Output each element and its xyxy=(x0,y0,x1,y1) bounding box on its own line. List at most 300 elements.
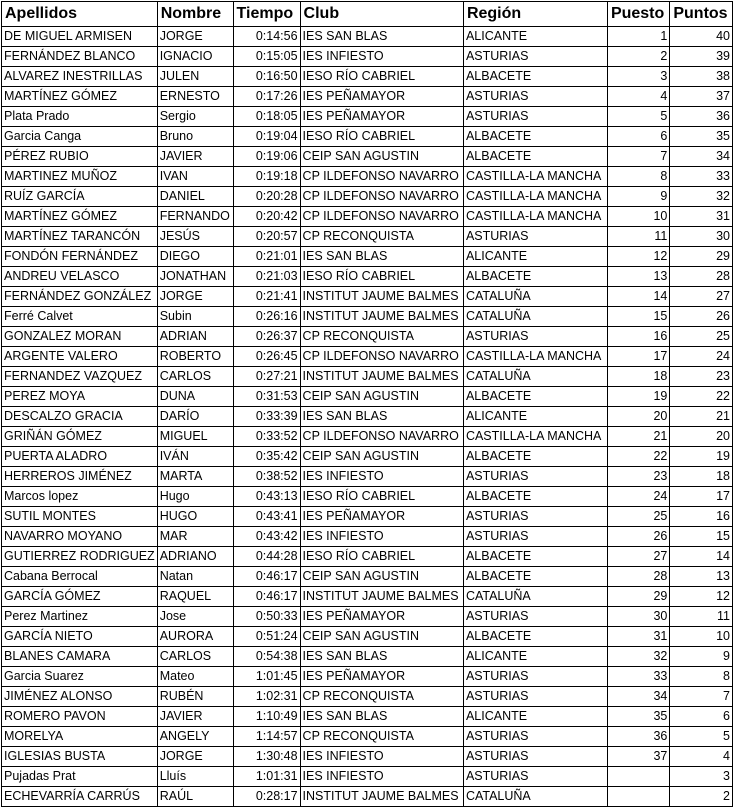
cell-apellidos: Pujadas Prat xyxy=(2,767,158,787)
cell-club: IES INFIESTO xyxy=(300,47,463,67)
cell-puesto: 15 xyxy=(607,307,669,327)
cell-nombre: ERNESTO xyxy=(157,87,233,107)
cell-puesto: 8 xyxy=(607,167,669,187)
cell-tiempo: 0:19:04 xyxy=(233,127,300,147)
table-row xyxy=(2,287,733,307)
table-row xyxy=(2,727,733,747)
cell-nombre: Mateo xyxy=(157,667,233,687)
cell-apellidos: GUTIERREZ RODRIGUEZ xyxy=(2,547,158,567)
cell-apellidos: DESCALZO GRACIA xyxy=(2,407,158,427)
cell-nombre: RAQUEL xyxy=(157,587,233,607)
cell-nombre: Natan xyxy=(157,567,233,587)
cell-nombre: Sergio xyxy=(157,107,233,127)
cell-club: IESO RÍO CABRIEL xyxy=(300,127,463,147)
cell-nombre: IVÁN xyxy=(157,447,233,467)
table-row xyxy=(2,327,733,347)
cell-region: CASTILLA-LA MANCHA xyxy=(463,207,607,227)
cell-club: IESO RÍO CABRIEL xyxy=(300,67,463,87)
table-row xyxy=(2,127,733,147)
cell-apellidos: ANDREU VELASCO xyxy=(2,267,158,287)
cell-puntos: 6 xyxy=(670,707,733,727)
cell-nombre: JAVIER xyxy=(157,147,233,167)
cell-puesto: 25 xyxy=(607,507,669,527)
cell-nombre: IGNACIO xyxy=(157,47,233,67)
cell-puntos: 15 xyxy=(670,527,733,547)
cell-puntos: 13 xyxy=(670,567,733,587)
cell-tiempo: 0:28:17 xyxy=(233,787,300,807)
table-row xyxy=(2,607,733,627)
cell-club: IES PEÑAMAYOR xyxy=(300,87,463,107)
header-apellidos: Apellidos xyxy=(2,2,158,27)
cell-tiempo: 0:19:18 xyxy=(233,167,300,187)
cell-region: CATALUÑA xyxy=(463,787,607,807)
cell-apellidos: Garcia Canga xyxy=(2,127,158,147)
cell-club: CEIP SAN AGUSTIN xyxy=(300,147,463,167)
cell-nombre: DARÍO xyxy=(157,407,233,427)
cell-nombre: ANGELY xyxy=(157,727,233,747)
cell-tiempo: 0:35:42 xyxy=(233,447,300,467)
cell-puesto: 16 xyxy=(607,327,669,347)
table-row xyxy=(2,107,733,127)
cell-club: INSTITUT JAUME BALMES xyxy=(300,787,463,807)
cell-region: ALICANTE xyxy=(463,647,607,667)
cell-region: ALBACETE xyxy=(463,147,607,167)
table-row xyxy=(2,167,733,187)
cell-club: CP ILDEFONSO NAVARRO xyxy=(300,187,463,207)
cell-region: ALBACETE xyxy=(463,627,607,647)
cell-puesto: 23 xyxy=(607,467,669,487)
cell-region: CASTILLA-LA MANCHA xyxy=(463,187,607,207)
cell-tiempo: 0:20:57 xyxy=(233,227,300,247)
cell-puesto: 2 xyxy=(607,47,669,67)
cell-tiempo: 0:43:42 xyxy=(233,527,300,547)
cell-nombre: AURORA xyxy=(157,627,233,647)
cell-tiempo: 0:20:42 xyxy=(233,207,300,227)
cell-club: IES INFIESTO xyxy=(300,747,463,767)
table-row xyxy=(2,627,733,647)
cell-puesto xyxy=(607,767,669,787)
cell-puntos: 11 xyxy=(670,607,733,627)
cell-puntos: 20 xyxy=(670,427,733,447)
cell-region: ASTURIAS xyxy=(463,327,607,347)
cell-nombre: JORGE xyxy=(157,27,233,47)
cell-club: INSTITUT JAUME BALMES xyxy=(300,307,463,327)
cell-apellidos: MARTINEZ MUÑOZ xyxy=(2,167,158,187)
table-row xyxy=(2,187,733,207)
cell-region: ASTURIAS xyxy=(463,687,607,707)
cell-club: CP ILDEFONSO NAVARRO xyxy=(300,167,463,187)
table-row xyxy=(2,307,733,327)
table-row xyxy=(2,207,733,227)
cell-apellidos: BLANES CAMARA xyxy=(2,647,158,667)
cell-apellidos: IGLESIAS BUSTA xyxy=(2,747,158,767)
table-row xyxy=(2,387,733,407)
cell-puesto: 31 xyxy=(607,627,669,647)
cell-puesto: 13 xyxy=(607,267,669,287)
table-row xyxy=(2,647,733,667)
cell-tiempo: 0:50:33 xyxy=(233,607,300,627)
cell-region: ASTURIAS xyxy=(463,727,607,747)
cell-nombre: ADRIANO xyxy=(157,547,233,567)
cell-tiempo: 0:14:56 xyxy=(233,27,300,47)
cell-puntos: 22 xyxy=(670,387,733,407)
cell-apellidos: FERNÁNDEZ BLANCO xyxy=(2,47,158,67)
cell-club: CP ILDEFONSO NAVARRO xyxy=(300,427,463,447)
cell-puesto: 1 xyxy=(607,27,669,47)
cell-tiempo: 0:43:13 xyxy=(233,487,300,507)
cell-region: ALICANTE xyxy=(463,27,607,47)
cell-puesto: 14 xyxy=(607,287,669,307)
cell-apellidos: HERREROS JIMÉNEZ xyxy=(2,467,158,487)
cell-region: CASTILLA-LA MANCHA xyxy=(463,167,607,187)
cell-apellidos: PÉREZ RUBIO xyxy=(2,147,158,167)
cell-nombre: JULEN xyxy=(157,67,233,87)
cell-puntos: 7 xyxy=(670,687,733,707)
cell-apellidos: ALVAREZ INESTRILLAS xyxy=(2,67,158,87)
cell-tiempo: 0:27:21 xyxy=(233,367,300,387)
table-row xyxy=(2,27,733,47)
cell-region: CATALUÑA xyxy=(463,287,607,307)
cell-nombre: DUNA xyxy=(157,387,233,407)
cell-club: IES SAN BLAS xyxy=(300,647,463,667)
cell-puntos: 8 xyxy=(670,667,733,687)
cell-tiempo: 0:15:05 xyxy=(233,47,300,67)
cell-club: INSTITUT JAUME BALMES xyxy=(300,367,463,387)
cell-puntos: 19 xyxy=(670,447,733,467)
cell-puntos: 33 xyxy=(670,167,733,187)
cell-nombre: MARTA xyxy=(157,467,233,487)
header-region: Región xyxy=(463,2,607,27)
cell-region: ASTURIAS xyxy=(463,747,607,767)
header-tiempo: Tiempo xyxy=(233,2,300,27)
cell-tiempo: 1:01:45 xyxy=(233,667,300,687)
cell-puesto: 37 xyxy=(607,747,669,767)
cell-puntos: 36 xyxy=(670,107,733,127)
cell-apellidos: FERNÁNDEZ GONZÁLEZ xyxy=(2,287,158,307)
cell-region: ALBACETE xyxy=(463,567,607,587)
cell-apellidos: PEREZ MOYA xyxy=(2,387,158,407)
cell-puesto: 27 xyxy=(607,547,669,567)
cell-club: IES PEÑAMAYOR xyxy=(300,607,463,627)
cell-apellidos: FONDÓN FERNÁNDEZ xyxy=(2,247,158,267)
cell-tiempo: 0:21:41 xyxy=(233,287,300,307)
cell-puesto: 3 xyxy=(607,67,669,87)
cell-apellidos: PUERTA ALADRO xyxy=(2,447,158,467)
cell-nombre: JAVIER xyxy=(157,707,233,727)
cell-puntos: 24 xyxy=(670,347,733,367)
cell-nombre: Jose xyxy=(157,607,233,627)
cell-tiempo: 0:33:52 xyxy=(233,427,300,447)
cell-nombre: Bruno xyxy=(157,127,233,147)
cell-tiempo: 1:14:57 xyxy=(233,727,300,747)
cell-nombre: MIGUEL xyxy=(157,427,233,447)
table-row xyxy=(2,447,733,467)
cell-region: ASTURIAS xyxy=(463,107,607,127)
cell-nombre: JORGE xyxy=(157,747,233,767)
cell-puesto: 17 xyxy=(607,347,669,367)
cell-apellidos: Marcos lopez xyxy=(2,487,158,507)
cell-puesto: 36 xyxy=(607,727,669,747)
cell-puntos: 17 xyxy=(670,487,733,507)
cell-region: ALBACETE xyxy=(463,447,607,467)
table-row xyxy=(2,787,733,807)
cell-region: ASTURIAS xyxy=(463,467,607,487)
cell-tiempo: 0:33:39 xyxy=(233,407,300,427)
table-row xyxy=(2,487,733,507)
cell-region: CATALUÑA xyxy=(463,367,607,387)
cell-club: IES SAN BLAS xyxy=(300,407,463,427)
cell-region: ASTURIAS xyxy=(463,227,607,247)
table-body xyxy=(2,27,733,807)
table-row xyxy=(2,427,733,447)
cell-nombre: DANIEL xyxy=(157,187,233,207)
cell-puntos: 29 xyxy=(670,247,733,267)
header-puntos: Puntos xyxy=(670,2,733,27)
table-row xyxy=(2,687,733,707)
cell-tiempo: 0:46:17 xyxy=(233,567,300,587)
cell-apellidos: DE MIGUEL ARMISEN xyxy=(2,27,158,47)
cell-apellidos: GARCÍA GÓMEZ xyxy=(2,587,158,607)
cell-apellidos: Ferré Calvet xyxy=(2,307,158,327)
cell-tiempo: 0:43:41 xyxy=(233,507,300,527)
cell-nombre: IVAN xyxy=(157,167,233,187)
cell-club: INSTITUT JAUME BALMES xyxy=(300,287,463,307)
cell-region: ALICANTE xyxy=(463,407,607,427)
cell-tiempo: 0:44:28 xyxy=(233,547,300,567)
cell-nombre: RUBÉN xyxy=(157,687,233,707)
table-row xyxy=(2,707,733,727)
cell-puntos: 2 xyxy=(670,787,733,807)
cell-puntos: 37 xyxy=(670,87,733,107)
cell-apellidos: GARCÍA NIETO xyxy=(2,627,158,647)
cell-region: ALBACETE xyxy=(463,487,607,507)
cell-tiempo: 0:46:17 xyxy=(233,587,300,607)
cell-region: ALICANTE xyxy=(463,707,607,727)
cell-region: CATALUÑA xyxy=(463,587,607,607)
cell-puesto: 32 xyxy=(607,647,669,667)
cell-tiempo: 0:20:28 xyxy=(233,187,300,207)
cell-tiempo: 0:18:05 xyxy=(233,107,300,127)
cell-apellidos: Perez Martinez xyxy=(2,607,158,627)
cell-region: ALBACETE xyxy=(463,267,607,287)
cell-puntos: 32 xyxy=(670,187,733,207)
cell-apellidos: MORELYA xyxy=(2,727,158,747)
cell-puntos: 40 xyxy=(670,27,733,47)
cell-tiempo: 0:21:01 xyxy=(233,247,300,267)
table-row xyxy=(2,507,733,527)
cell-apellidos: MARTÍNEZ GÓMEZ xyxy=(2,207,158,227)
cell-tiempo: 1:01:31 xyxy=(233,767,300,787)
table-row xyxy=(2,267,733,287)
cell-club: IES PEÑAMAYOR xyxy=(300,507,463,527)
cell-apellidos: SUTIL MONTES xyxy=(2,507,158,527)
cell-puntos: 12 xyxy=(670,587,733,607)
cell-club: IES SAN BLAS xyxy=(300,707,463,727)
cell-club: IES INFIESTO xyxy=(300,527,463,547)
cell-nombre: JONATHAN xyxy=(157,267,233,287)
cell-apellidos: ARGENTE VALERO xyxy=(2,347,158,367)
cell-puesto: 26 xyxy=(607,527,669,547)
cell-puntos: 5 xyxy=(670,727,733,747)
cell-apellidos: Plata Prado xyxy=(2,107,158,127)
table-row xyxy=(2,467,733,487)
cell-club: CEIP SAN AGUSTIN xyxy=(300,447,463,467)
cell-nombre: CARLOS xyxy=(157,367,233,387)
cell-nombre: JESÚS xyxy=(157,227,233,247)
cell-club: IES SAN BLAS xyxy=(300,247,463,267)
table-row xyxy=(2,767,733,787)
table-row xyxy=(2,747,733,767)
cell-club: IES INFIESTO xyxy=(300,767,463,787)
cell-apellidos: MARTÍNEZ TARANCÓN xyxy=(2,227,158,247)
cell-puntos: 23 xyxy=(670,367,733,387)
cell-nombre: ROBERTO xyxy=(157,347,233,367)
cell-puesto: 34 xyxy=(607,687,669,707)
cell-region: ASTURIAS xyxy=(463,507,607,527)
cell-tiempo: 1:10:49 xyxy=(233,707,300,727)
cell-puesto: 12 xyxy=(607,247,669,267)
cell-puntos: 38 xyxy=(670,67,733,87)
cell-nombre: Hugo xyxy=(157,487,233,507)
cell-club: CP RECONQUISTA xyxy=(300,687,463,707)
cell-tiempo: 1:02:31 xyxy=(233,687,300,707)
table-row xyxy=(2,87,733,107)
cell-tiempo: 0:17:26 xyxy=(233,87,300,107)
cell-puesto: 33 xyxy=(607,667,669,687)
cell-apellidos: ECHEVARRÍA CARRÚS xyxy=(2,787,158,807)
cell-puntos: 10 xyxy=(670,627,733,647)
cell-tiempo: 0:26:45 xyxy=(233,347,300,367)
table-row xyxy=(2,247,733,267)
cell-club: CEIP SAN AGUSTIN xyxy=(300,567,463,587)
cell-apellidos: GONZALEZ MORAN xyxy=(2,327,158,347)
cell-region: ASTURIAS xyxy=(463,767,607,787)
cell-apellidos: NAVARRO MOYANO xyxy=(2,527,158,547)
cell-puntos: 30 xyxy=(670,227,733,247)
cell-puntos: 34 xyxy=(670,147,733,167)
header-club: Club xyxy=(300,2,463,27)
table-row xyxy=(2,227,733,247)
cell-puntos: 39 xyxy=(670,47,733,67)
cell-tiempo: 1:30:48 xyxy=(233,747,300,767)
cell-club: IES PEÑAMAYOR xyxy=(300,107,463,127)
cell-puntos: 26 xyxy=(670,307,733,327)
cell-club: IES PEÑAMAYOR xyxy=(300,667,463,687)
cell-tiempo: 0:16:50 xyxy=(233,67,300,87)
cell-puntos: 3 xyxy=(670,767,733,787)
cell-apellidos: FERNANDEZ VAZQUEZ xyxy=(2,367,158,387)
cell-club: CP RECONQUISTA xyxy=(300,227,463,247)
cell-puntos: 31 xyxy=(670,207,733,227)
cell-club: CP ILDEFONSO NAVARRO xyxy=(300,347,463,367)
cell-club: CEIP SAN AGUSTIN xyxy=(300,627,463,647)
table-row xyxy=(2,147,733,167)
cell-nombre: Subin xyxy=(157,307,233,327)
cell-tiempo: 0:31:53 xyxy=(233,387,300,407)
table-row xyxy=(2,67,733,87)
table-row xyxy=(2,567,733,587)
cell-region: CATALUÑA xyxy=(463,307,607,327)
cell-nombre: RAÚL xyxy=(157,787,233,807)
cell-region: ALICANTE xyxy=(463,247,607,267)
cell-puntos: 4 xyxy=(670,747,733,767)
cell-club: IESO RÍO CABRIEL xyxy=(300,267,463,287)
cell-apellidos: Garcia Suarez xyxy=(2,667,158,687)
cell-region: ALBACETE xyxy=(463,387,607,407)
header-row xyxy=(2,2,733,27)
cell-puesto: 21 xyxy=(607,427,669,447)
cell-puesto: 35 xyxy=(607,707,669,727)
cell-region: CASTILLA-LA MANCHA xyxy=(463,427,607,447)
cell-puesto: 28 xyxy=(607,567,669,587)
header-puesto: Puesto xyxy=(607,2,669,27)
cell-nombre: ADRIAN xyxy=(157,327,233,347)
cell-region: ASTURIAS xyxy=(463,87,607,107)
cell-region: ASTURIAS xyxy=(463,47,607,67)
cell-puesto: 7 xyxy=(607,147,669,167)
cell-puntos: 25 xyxy=(670,327,733,347)
cell-puesto: 4 xyxy=(607,87,669,107)
cell-nombre: Lluís xyxy=(157,767,233,787)
cell-region: ASTURIAS xyxy=(463,667,607,687)
cell-club: INSTITUT JAUME BALMES xyxy=(300,587,463,607)
cell-puesto: 20 xyxy=(607,407,669,427)
cell-club: IESO RÍO CABRIEL xyxy=(300,547,463,567)
table-row xyxy=(2,527,733,547)
cell-puesto: 30 xyxy=(607,607,669,627)
cell-club: CP RECONQUISTA xyxy=(300,727,463,747)
cell-puntos: 9 xyxy=(670,647,733,667)
cell-tiempo: 0:26:37 xyxy=(233,327,300,347)
cell-club: IES SAN BLAS xyxy=(300,27,463,47)
cell-puesto: 19 xyxy=(607,387,669,407)
cell-puntos: 27 xyxy=(670,287,733,307)
cell-nombre: DIEGO xyxy=(157,247,233,267)
cell-apellidos: MARTÍNEZ GÓMEZ xyxy=(2,87,158,107)
cell-tiempo: 0:51:24 xyxy=(233,627,300,647)
cell-puntos: 14 xyxy=(670,547,733,567)
cell-region: ASTURIAS xyxy=(463,527,607,547)
cell-puntos: 18 xyxy=(670,467,733,487)
cell-puesto: 18 xyxy=(607,367,669,387)
cell-tiempo: 0:26:16 xyxy=(233,307,300,327)
cell-puesto: 11 xyxy=(607,227,669,247)
cell-nombre: FERNANDO xyxy=(157,207,233,227)
cell-puntos: 21 xyxy=(670,407,733,427)
cell-tiempo: 0:54:38 xyxy=(233,647,300,667)
cell-club: CEIP SAN AGUSTIN xyxy=(300,387,463,407)
cell-region: ASTURIAS xyxy=(463,607,607,627)
cell-apellidos: ROMERO PAVON xyxy=(2,707,158,727)
table-row xyxy=(2,47,733,67)
cell-nombre: HUGO xyxy=(157,507,233,527)
cell-puntos: 35 xyxy=(670,127,733,147)
cell-apellidos: GRIÑÁN GÓMEZ xyxy=(2,427,158,447)
cell-club: IESO RÍO CABRIEL xyxy=(300,487,463,507)
table-row xyxy=(2,547,733,567)
cell-region: ALBACETE xyxy=(463,547,607,567)
cell-puesto: 5 xyxy=(607,107,669,127)
cell-puesto xyxy=(607,787,669,807)
table-row xyxy=(2,587,733,607)
cell-region: ALBACETE xyxy=(463,67,607,87)
cell-region: CASTILLA-LA MANCHA xyxy=(463,347,607,367)
cell-puesto: 9 xyxy=(607,187,669,207)
cell-club: IES INFIESTO xyxy=(300,467,463,487)
cell-nombre: JORGE xyxy=(157,287,233,307)
cell-club: CP ILDEFONSO NAVARRO xyxy=(300,207,463,227)
cell-club: CP RECONQUISTA xyxy=(300,327,463,347)
